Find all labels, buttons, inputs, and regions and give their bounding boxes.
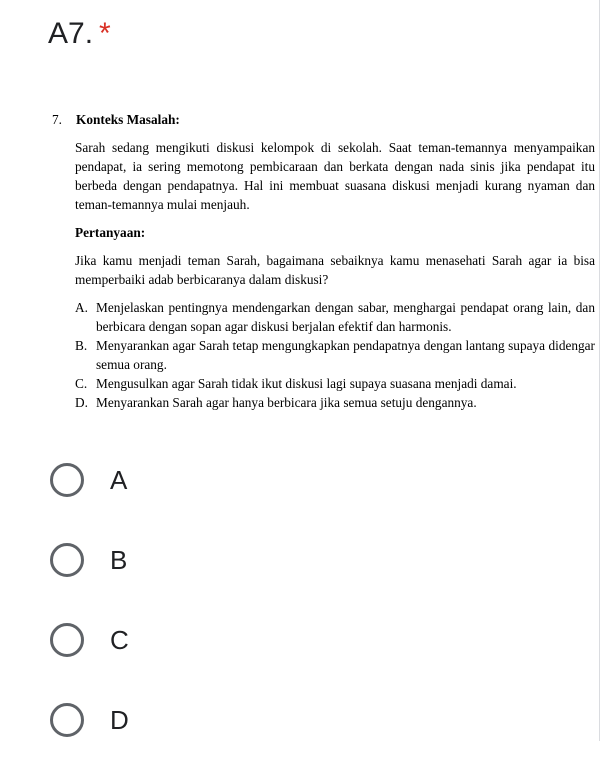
choice-d[interactable] (50, 680, 129, 760)
option-text: Menyarankan Sarah agar hanya berbicara jika semua setuju dengannya. (96, 395, 477, 410)
page-right-border (599, 0, 616, 741)
option-letter: C. (75, 376, 88, 391)
choice-label-c[interactable]: C (110, 624, 129, 655)
option-text: Menyarankan agar Sarah tetap mengungkapkan pendapatnya dengan lantang supaya didengar semua orang. (96, 338, 595, 372)
problem-number: 7. (52, 112, 62, 127)
option-item (75, 298, 595, 336)
question-title (48, 14, 111, 54)
option-list (75, 298, 595, 412)
option-letter: A. (75, 300, 88, 315)
problem-image (52, 110, 595, 412)
question-title-text: A7. (48, 17, 94, 50)
option-item (75, 374, 595, 393)
radio-button-b[interactable] (50, 543, 84, 577)
choice-label-d[interactable]: D (110, 704, 129, 735)
option-text: Menjelaskan pentingnya mendengarkan dengan sabar, menghargai pendapat orang lain, dan berbicara dengan sopan agar diskusi berjalan efektif dan harmonis. (96, 300, 595, 334)
question-text: Jika kamu menjadi teman Sarah, bagaimana sebaiknya kamu menasehati Sarah agar ia bisa memperbaiki adab berbicaranya dalam diskusi? (75, 253, 595, 287)
option-item (75, 336, 595, 374)
choice-a[interactable] (50, 440, 129, 520)
question-heading: Pertanyaan: (75, 225, 146, 240)
option-letter: D. (75, 395, 88, 410)
choice-label-b[interactable]: B (110, 544, 128, 575)
radio-button-d[interactable] (50, 703, 84, 737)
context-heading: Konteks Masalah: (76, 112, 180, 127)
choice-b[interactable] (50, 520, 129, 600)
required-asterisk: * (99, 17, 111, 50)
radio-button-a[interactable] (50, 463, 84, 497)
choice-label-a[interactable]: A (110, 464, 128, 495)
radio-button-c[interactable] (50, 623, 84, 657)
option-letter: B. (75, 338, 88, 353)
option-item (75, 393, 595, 412)
choice-c[interactable] (50, 600, 129, 680)
problem-body (52, 138, 595, 412)
option-text: Mengusulkan agar Sarah tidak ikut diskusi lagi supaya suasana menjadi damai. (96, 376, 517, 391)
context-heading-row (52, 110, 595, 129)
answer-choices (50, 440, 129, 760)
context-text: Sarah sedang mengikuti diskusi kelompok di sekolah. Saat teman-temannya menyampaikan pendapat, ia sering memotong pembicaraan dan berkata dengan nada sinis jika pendapat itu berbeda dengan pendapatnya. Hal ini membuat suasana diskusi menjadi kurang nyaman dan teman-temannya mulai menjauh. (75, 140, 595, 212)
